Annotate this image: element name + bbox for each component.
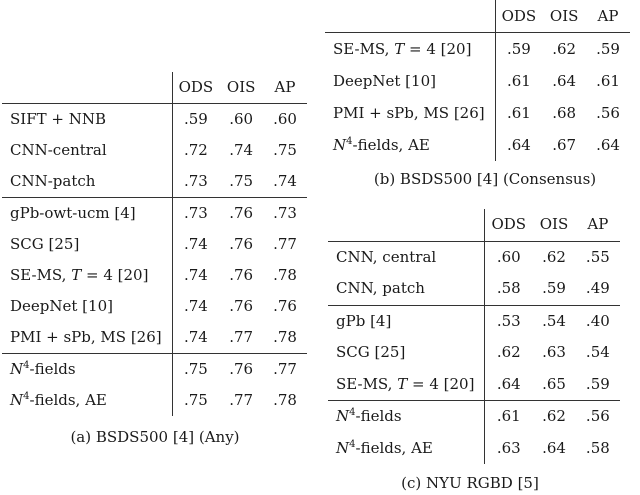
method-name: CNN-patch xyxy=(2,166,172,198)
method-name: PMI + sPb, MS [26] xyxy=(325,97,495,129)
ods-value: .53 xyxy=(485,305,532,337)
ap-value: .55 xyxy=(585,247,610,266)
ap-value: .78 xyxy=(273,328,297,346)
caption-c: (c) NYU RGBD [5] xyxy=(401,474,539,492)
ods-value: .72 xyxy=(183,141,208,159)
ap-value: .76 xyxy=(273,297,297,315)
method-name: gPb-owt-ucm [4] xyxy=(2,198,172,230)
method-name: SE-MS, T = 4 [20] xyxy=(328,369,485,401)
ods-value: .60 xyxy=(496,247,521,266)
table-row xyxy=(328,337,620,369)
ods-value: .74 xyxy=(183,297,208,315)
col-ois: OIS xyxy=(219,72,263,104)
ois-value: .76 xyxy=(229,266,254,284)
table-row xyxy=(328,305,620,337)
ap-value: .61 xyxy=(596,72,620,90)
table-row xyxy=(2,229,307,260)
ois-value: .74 xyxy=(229,141,254,159)
table-row xyxy=(325,65,630,97)
method-name: DeepNet [10] xyxy=(325,65,495,97)
ap-value: .75 xyxy=(273,141,297,159)
table-row xyxy=(2,291,307,322)
ods-value: .73 xyxy=(183,172,208,190)
table-nyu-rgbd xyxy=(328,209,620,464)
table-row xyxy=(325,97,630,129)
ois-value: .76 xyxy=(219,198,263,230)
ois-value: .59 xyxy=(542,279,566,297)
ods-value: .61 xyxy=(485,401,532,433)
ods-value: .74 xyxy=(183,266,208,284)
table-row xyxy=(328,369,620,401)
ods-value: .59 xyxy=(506,40,531,58)
method-name: CNN, central xyxy=(328,241,485,273)
ap-value: .77 xyxy=(273,235,297,253)
ods-value: .73 xyxy=(172,198,219,230)
ois-value: .65 xyxy=(542,374,566,393)
method-name: SCG [25] xyxy=(328,337,485,369)
ap-value: .56 xyxy=(576,401,620,433)
table-row xyxy=(325,33,630,66)
header-row xyxy=(2,72,307,104)
ois-value: .63 xyxy=(542,343,566,361)
header-corner xyxy=(325,0,495,33)
method-name: DeepNet [10] xyxy=(2,291,172,322)
caption-b: (b) BSDS500 [4] (Consensus) xyxy=(373,170,597,188)
table-row xyxy=(2,198,307,230)
ois-value: .64 xyxy=(552,72,577,90)
method-name: CNN, patch xyxy=(328,273,485,305)
method-name: PMI + sPb, MS [26] xyxy=(2,322,172,354)
ods-value: .63 xyxy=(496,438,521,457)
table-row xyxy=(328,401,620,433)
table-row xyxy=(2,104,307,136)
method-name: SE-MS, T = 4 [20] xyxy=(325,33,495,66)
ap-value: .77 xyxy=(263,354,307,386)
ois-value: .60 xyxy=(229,110,254,128)
caption-a: (a) BSDS500 [4] (Any) xyxy=(70,428,240,446)
ois-value: .76 xyxy=(229,235,254,253)
header-row xyxy=(328,209,620,241)
table-row xyxy=(2,260,307,291)
ap-value: .58 xyxy=(585,438,610,457)
ods-value: .61 xyxy=(506,104,531,122)
ap-value: .40 xyxy=(576,305,620,337)
ods-value: .74 xyxy=(183,235,208,253)
ods-value: .75 xyxy=(172,354,219,386)
header-corner xyxy=(2,72,172,104)
col-ods: ODS xyxy=(485,209,532,241)
table-row xyxy=(328,241,620,273)
ap-value: .49 xyxy=(585,279,610,297)
table-row xyxy=(2,322,307,354)
ods-value: .59 xyxy=(183,110,208,128)
table-row xyxy=(2,135,307,166)
ois-value: .62 xyxy=(542,247,566,266)
ap-value: .64 xyxy=(596,136,620,154)
ap-value: .60 xyxy=(273,110,297,128)
ois-value: .77 xyxy=(229,391,254,409)
method-name: $N^4$-fields xyxy=(2,354,172,386)
method-name: $N^4$-fields, AE xyxy=(2,385,172,416)
ods-value: .61 xyxy=(506,72,531,90)
col-ap: AP xyxy=(586,0,630,33)
ap-value: .73 xyxy=(263,198,307,230)
ois-value: .67 xyxy=(552,136,577,154)
header-row xyxy=(325,0,630,33)
ois-value: .77 xyxy=(229,328,254,346)
ois-value: .75 xyxy=(229,172,254,190)
method-name: CNN-central xyxy=(2,135,172,166)
method-name: $N^4$-fields, AE xyxy=(328,433,485,465)
table-row xyxy=(2,166,307,198)
table-row xyxy=(325,129,630,161)
table-row xyxy=(328,273,620,305)
ods-value: .58 xyxy=(496,279,521,297)
col-ois: OIS xyxy=(542,0,586,33)
ap-value: .78 xyxy=(273,391,297,409)
header-corner xyxy=(328,209,485,241)
ap-value: .54 xyxy=(585,343,610,361)
method-name: $N^4$-fields, AE xyxy=(325,129,495,161)
ap-value: .59 xyxy=(585,374,610,393)
col-ois: OIS xyxy=(532,209,576,241)
ap-value: .56 xyxy=(596,104,620,122)
ois-value: .54 xyxy=(532,305,576,337)
ap-value: .78 xyxy=(273,266,297,284)
ois-value: .76 xyxy=(219,354,263,386)
ois-value: .64 xyxy=(542,438,566,457)
ois-value: .62 xyxy=(532,401,576,433)
ods-value: .74 xyxy=(183,328,208,346)
ods-value: .62 xyxy=(496,343,521,361)
table-bsds500-any xyxy=(2,72,307,416)
ois-value: .68 xyxy=(552,104,577,122)
method-name: SE-MS, T = 4 [20] xyxy=(2,260,172,291)
ois-value: .76 xyxy=(229,297,254,315)
col-ap: AP xyxy=(263,72,307,104)
ods-value: .64 xyxy=(496,374,521,393)
ois-value: .62 xyxy=(552,40,577,58)
method-name: gPb [4] xyxy=(328,305,485,337)
method-name: $N^4$-fields xyxy=(328,401,485,433)
ap-value: .74 xyxy=(273,172,297,190)
col-ods: ODS xyxy=(172,72,219,104)
ods-value: .64 xyxy=(506,136,531,154)
table-bsds500-consensus xyxy=(325,0,630,161)
method-name: SIFT + NNB xyxy=(2,104,172,136)
col-ods: ODS xyxy=(495,0,542,33)
ap-value: .59 xyxy=(596,40,620,58)
table-row xyxy=(328,433,620,465)
col-ap: AP xyxy=(576,209,620,241)
method-name: SCG [25] xyxy=(2,229,172,260)
table-row xyxy=(2,354,307,386)
ods-value: .75 xyxy=(183,391,208,409)
table-row xyxy=(2,385,307,416)
